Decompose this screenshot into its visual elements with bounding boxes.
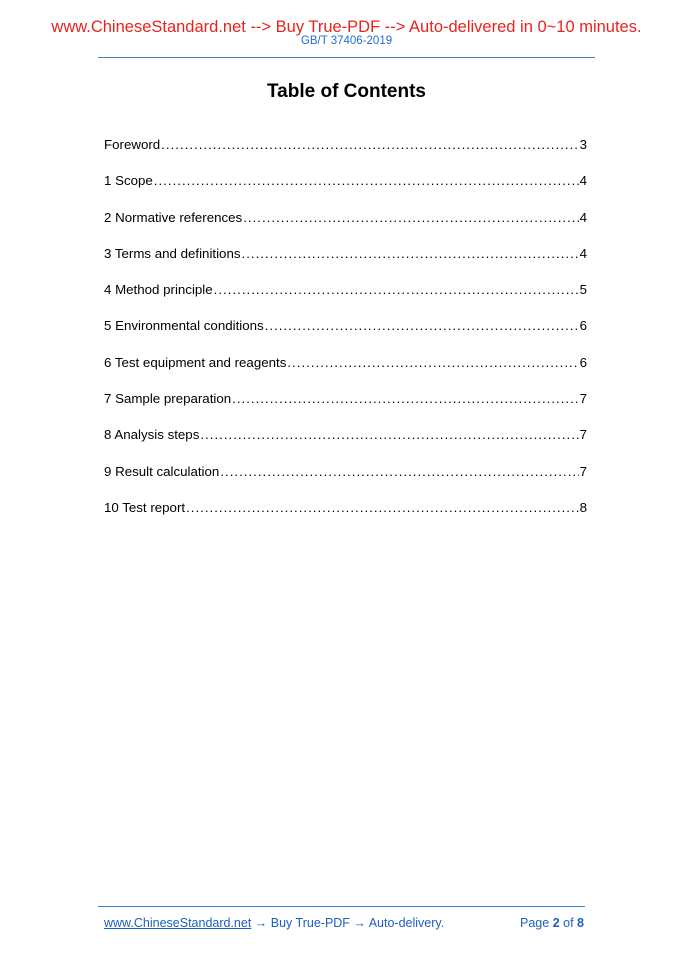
of-word: of — [563, 916, 574, 930]
dot-leader — [232, 391, 578, 406]
header-divider — [98, 57, 595, 58]
page-indicator — [520, 916, 584, 930]
toc-entry-label: 9 Result calculation — [104, 463, 220, 479]
toc-entry-method-principle[interactable] — [104, 282, 587, 318]
footer-website-link[interactable]: www.ChineseStandard.net — [104, 916, 252, 930]
toc-entry-label: 5 Environmental conditions — [104, 318, 264, 334]
dot-leader — [242, 246, 579, 261]
dot-leader — [214, 282, 579, 297]
toc-entry-page: 8 — [579, 499, 587, 515]
table-of-contents — [104, 137, 587, 536]
total-pages-number: 8 — [577, 916, 584, 930]
dot-leader — [161, 137, 578, 152]
toc-entry-scope[interactable] — [104, 173, 587, 209]
toc-entry-normative-references[interactable] — [104, 210, 587, 246]
dot-leader — [243, 210, 578, 225]
toc-entry-label: 4 Method principle — [104, 282, 213, 298]
toc-entry-foreword[interactable] — [104, 137, 587, 173]
toc-entry-page: 4 — [579, 245, 587, 261]
toc-entry-label: 8 Analysis steps — [104, 427, 200, 443]
toc-entry-page: 7 — [579, 463, 587, 479]
toc-entry-sample-preparation[interactable] — [104, 391, 587, 427]
toc-entry-label: 2 Normative references — [104, 209, 243, 225]
page-footer — [104, 916, 584, 930]
toc-entry-label: 7 Sample preparation — [104, 391, 232, 407]
footer-promo-text: → Buy True-PDF → Auto-delivery. — [251, 916, 445, 930]
toc-entry-test-report[interactable] — [104, 500, 587, 536]
toc-entry-environmental-conditions[interactable] — [104, 318, 587, 354]
dot-leader — [200, 427, 578, 442]
toc-entry-result-calculation[interactable] — [104, 464, 587, 500]
page-title: Table of Contents — [266, 81, 427, 102]
promo-banner[interactable]: www.ChineseStandard.net --> Buy True-PDF --> Auto-delivered in 0~10 minutes. — [51, 18, 642, 36]
toc-entry-page: 7 — [579, 427, 587, 443]
toc-entry-page: 6 — [579, 354, 587, 370]
dot-leader — [154, 173, 579, 188]
footer-divider — [98, 906, 585, 907]
dot-leader — [220, 464, 578, 479]
toc-entry-page: 4 — [579, 209, 587, 225]
toc-entry-page: 6 — [579, 318, 587, 334]
toc-entry-label: 10 Test report — [104, 499, 186, 515]
toc-entry-label: 1 Scope — [104, 173, 153, 189]
toc-entry-terms-definitions[interactable] — [104, 246, 587, 282]
toc-entry-test-equipment[interactable] — [104, 355, 587, 391]
footer-promo — [104, 916, 444, 930]
toc-entry-analysis-steps[interactable] — [104, 427, 587, 463]
standard-code-header: GB/T 37406-2019 — [300, 35, 393, 47]
dot-leader — [186, 500, 579, 515]
toc-entry-label: 3 Terms and definitions — [104, 245, 241, 261]
toc-entry-label: Foreword — [104, 137, 161, 152]
toc-entry-page: 3 — [579, 137, 587, 152]
toc-entry-page: 7 — [579, 391, 587, 407]
page-word: Page — [520, 916, 550, 930]
current-page-number: 2 — [552, 916, 560, 930]
dot-leader — [287, 355, 578, 370]
toc-entry-page: 5 — [579, 282, 587, 298]
toc-entry-label: 6 Test equipment and reagents — [104, 354, 287, 370]
toc-entry-page: 4 — [579, 173, 587, 189]
dot-leader — [265, 318, 579, 333]
